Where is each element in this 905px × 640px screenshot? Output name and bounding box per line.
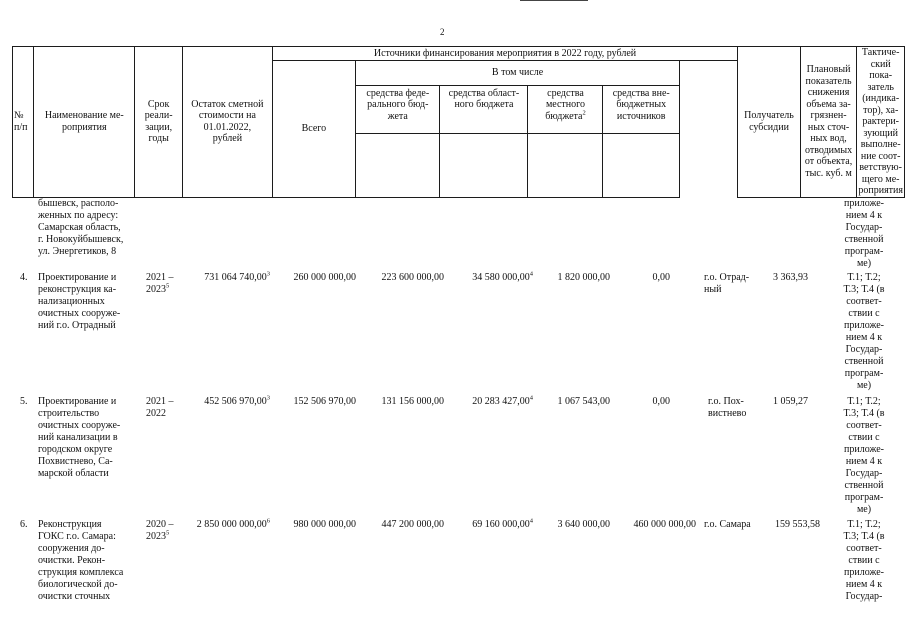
row-num: 6.: [20, 519, 28, 530]
header-recipient: Получатель субсидии: [738, 47, 800, 198]
row-tactical: Т.1; Т.2; Т.3; Т.4 (в соответ- ствии с приложе- нием 4 к Государ- ственной програм- ме): [843, 396, 885, 515]
header-including: В том числе: [356, 61, 680, 86]
header-balance: Остаток сметной стоимости на 01.01.2022, рублей: [183, 47, 273, 198]
header-sources-title: Источники финансирования мероприятия в 2022 году, рублей: [272, 47, 738, 61]
row-local: 3 640 000,00: [557, 519, 610, 530]
row-balance: 731 064 740,00$^3$: [204, 270, 270, 283]
row-tactical: Т.1; Т.2; Т.3; Т.4 (в соответ- ствии с приложе- нием 4 к Государ- ственной програм- ме): [843, 272, 885, 391]
row-extra: 0,00: [652, 272, 670, 283]
row-local: 1 067 543,00: [557, 396, 610, 407]
row-local: 1 820 000,00: [557, 272, 610, 283]
table-header: [12, 46, 905, 198]
continuation-tactical: приложе- нием 4 к Государ- ственной програм- ме): [844, 198, 884, 269]
row-plan: 3 363,93: [773, 272, 808, 283]
row-regional: 69 160 000,00$^4$: [472, 517, 533, 530]
row-name: Проектирование и строительство очистных сооруже- ний канализации в городском округе Похвистнево, Са- марской области: [38, 396, 121, 479]
header-num: № п/п: [13, 47, 34, 198]
row-tactical: Т.1; Т.2; Т.3; Т.4 (в соответ- ствии с приложе- нием 4 к Государ-: [843, 519, 885, 602]
header-plan: Плановый показатель снижения объема за- грязнен- ных сточ- ных вод, отводимых от объекта, тыс. куб. м: [800, 47, 857, 198]
row-term: 2021 – 2022: [146, 396, 174, 419]
row-federal: 223 600 000,00: [381, 272, 444, 283]
row-regional: 34 580 000,00$^4$: [472, 270, 533, 283]
row-recipient: г.о. Самара: [704, 519, 751, 530]
row-federal: 447 200 000,00: [381, 519, 444, 530]
top-rule: [520, 0, 588, 1]
row-recipient: г.о. Пох- вистнево: [708, 396, 747, 419]
continuation-name: бышевск, располо- женных по адресу: Самарская область, г. Новокуйбышевск, ул. Энергетиков, 8: [38, 198, 124, 257]
header-federal: средства феде- рального бюд- жета: [356, 85, 440, 133]
row-term: 2020 – 2023$^5$: [146, 519, 174, 542]
header-total: Всего: [272, 61, 355, 198]
row-total: 980 000 000,00: [293, 519, 356, 530]
row-name: Реконструкция ГОКС г.о. Самара: сооружения до- очистки. Рекон- струкция комплекса биологической до- очистки сточных: [38, 519, 124, 602]
header-extra: средства вне- бюджетных источников: [603, 85, 680, 133]
row-balance: 2 850 000 000,00$^6$: [196, 517, 270, 530]
row-balance: 452 506 970,00$^3$: [204, 394, 270, 407]
row-plan: 1 059,27: [773, 396, 808, 407]
header-term: Срок реали- зации, годы: [135, 47, 183, 198]
row-plan: 159 553,58: [775, 519, 820, 530]
row-extra: 0,00: [652, 396, 670, 407]
row-num: 4.: [20, 272, 28, 283]
header-name: Наименование ме- роприятия: [34, 47, 135, 198]
header-regional: средства област- ного бюджета: [440, 85, 528, 133]
row-num: 5.: [20, 396, 28, 407]
header-tactical: Тактиче- ский пока- затель (индика- тор), ха- рактери- зующий выполне- ние соот- ветствую- щего ме- роприятия: [858, 47, 903, 196]
row-federal: 131 156 000,00: [381, 396, 444, 407]
row-term: 2021 – 2023$^5$: [146, 272, 174, 295]
page-number: 2: [440, 27, 445, 37]
row-recipient: г.о. Отрад- ный: [704, 272, 750, 295]
row-regional: 20 283 427,00$^4$: [472, 394, 533, 407]
row-total: 152 506 970,00: [293, 396, 356, 407]
header-local: средства местного бюджета$^2$: [528, 85, 603, 133]
row-total: 260 000 000,00: [293, 272, 356, 283]
row-name: Проектирование и реконструкция ка- нализационных очистных сооруже- ний г.о. Отрадный: [38, 272, 121, 331]
row-extra: 460 000 000,00: [633, 519, 696, 530]
